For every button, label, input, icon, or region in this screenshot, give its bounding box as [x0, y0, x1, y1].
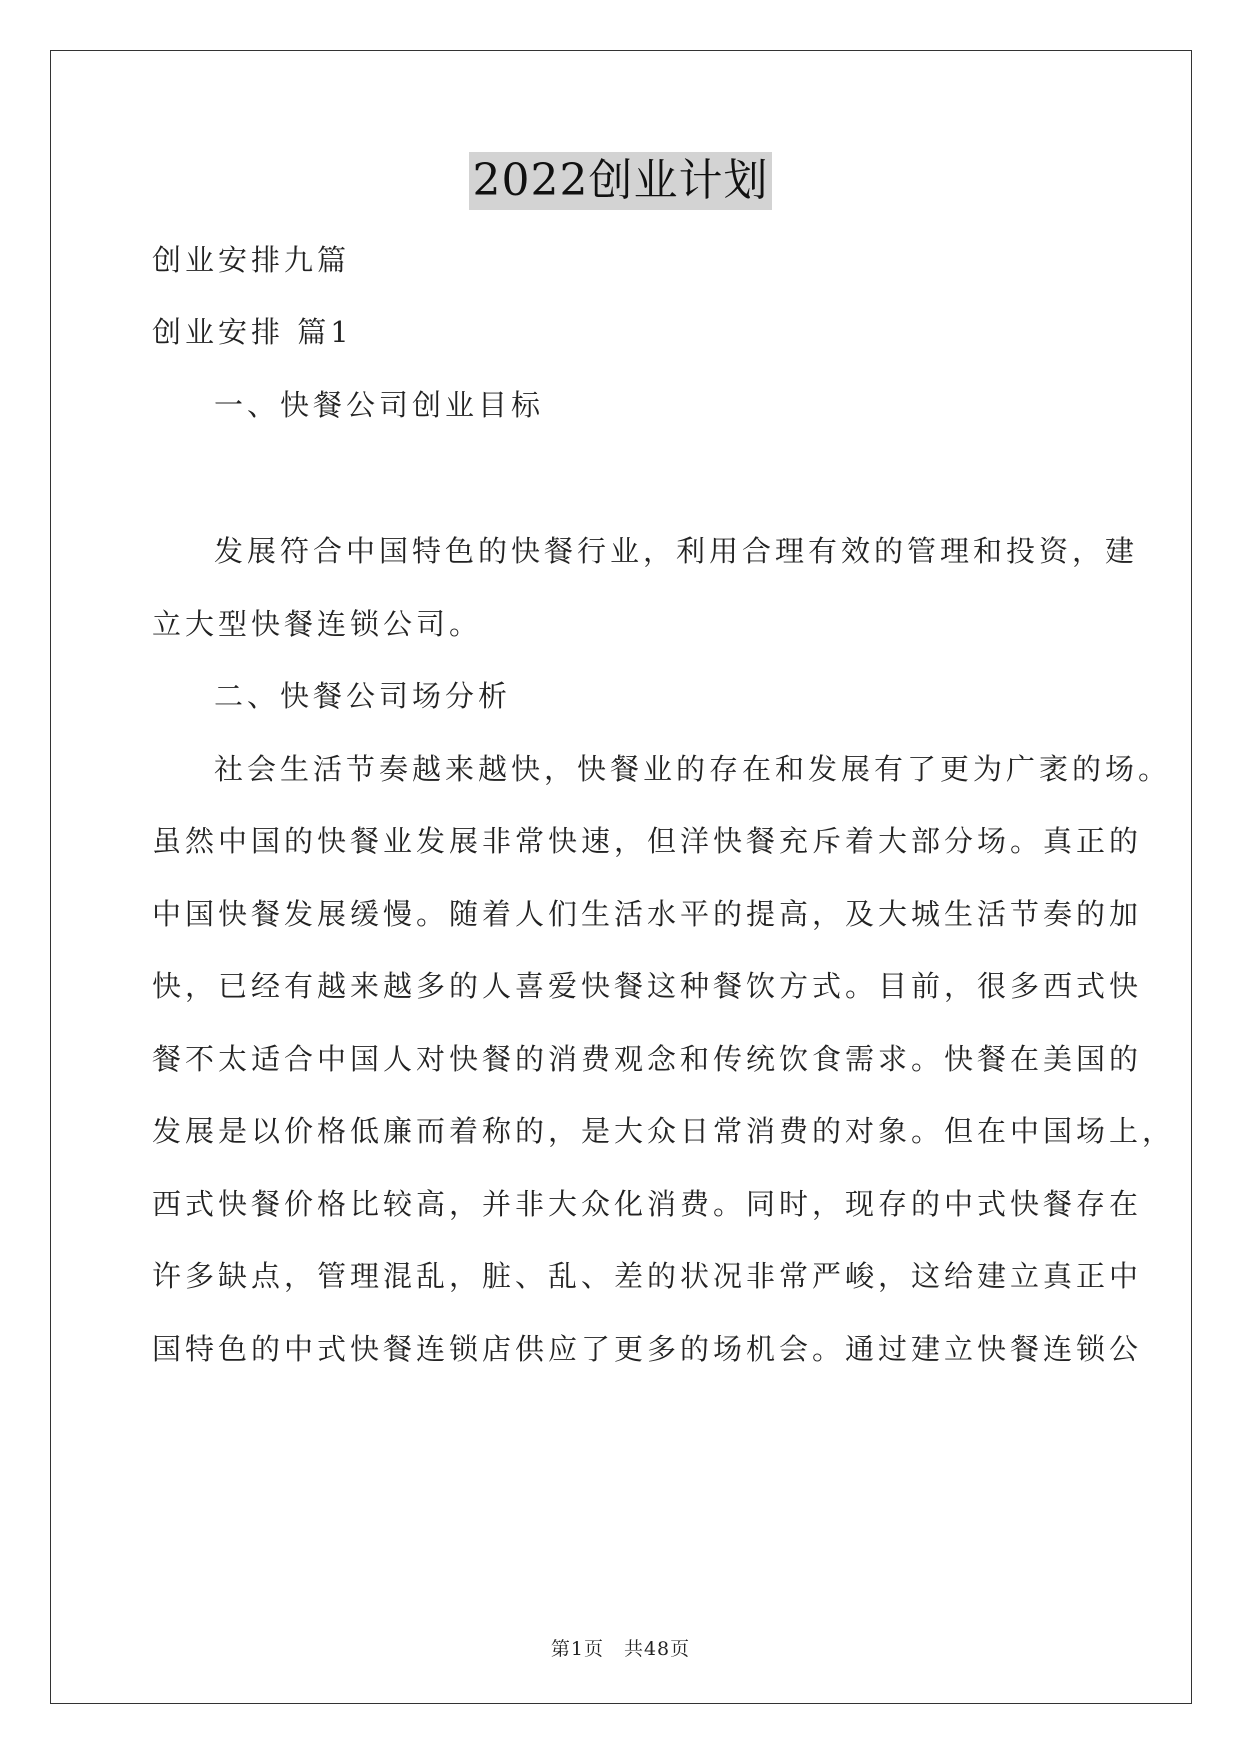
paragraph-heading: 二、快餐公司场分析: [214, 679, 512, 713]
paragraph-line: 立大型快餐连锁公司。: [152, 607, 483, 641]
page-footer: 第1页 共48页: [550, 1638, 691, 1660]
paragraph-line: 社会生活节奏越来越快，快餐业的存在和发展有了更为广袤的场。: [214, 752, 1172, 786]
paragraph-line: 餐不太适合中国人对快餐的消费观念和传统饮食需求。快餐在美国的: [152, 1042, 1143, 1076]
page-border: [50, 50, 1192, 1704]
paragraph-heading: 一、快餐公司创业目标: [214, 388, 545, 422]
section-heading: 创业安排 篇1: [152, 315, 353, 349]
subtitle-line: 创业安排九篇: [152, 243, 351, 277]
paragraph-line: 西式快餐价格比较高，并非大众化消费。同时，现存的中式快餐存在: [152, 1187, 1143, 1221]
document-title: 2022创业计划: [469, 152, 773, 210]
paragraph-line: 快，已经有越来越多的人喜爱快餐这种餐饮方式。目前，很多西式快: [152, 969, 1143, 1003]
paragraph-line: 中国快餐发展缓慢。随着人们生活水平的提高，及大城生活节奏的加: [152, 897, 1143, 931]
paragraph-line: 国特色的中式快餐连锁店供应了更多的场机会。通过建立快餐连锁公: [152, 1332, 1143, 1366]
paragraph-line: 许多缺点，管理混乱，脏、乱、差的状况非常严峻，这给建立真正中: [152, 1259, 1143, 1293]
title-wrap: [0, 152, 1241, 210]
paragraph-line: 发展是以价格低廉而着称的，是大众日常消费的对象。但在中国场上，: [152, 1114, 1176, 1148]
paragraph-line: 发展符合中国特色的快餐行业，利用合理有效的管理和投资，建: [214, 534, 1139, 568]
paragraph-line: 虽然中国的快餐业发展非常快速，但洋快餐充斥着大部分场。真正的: [152, 824, 1143, 858]
